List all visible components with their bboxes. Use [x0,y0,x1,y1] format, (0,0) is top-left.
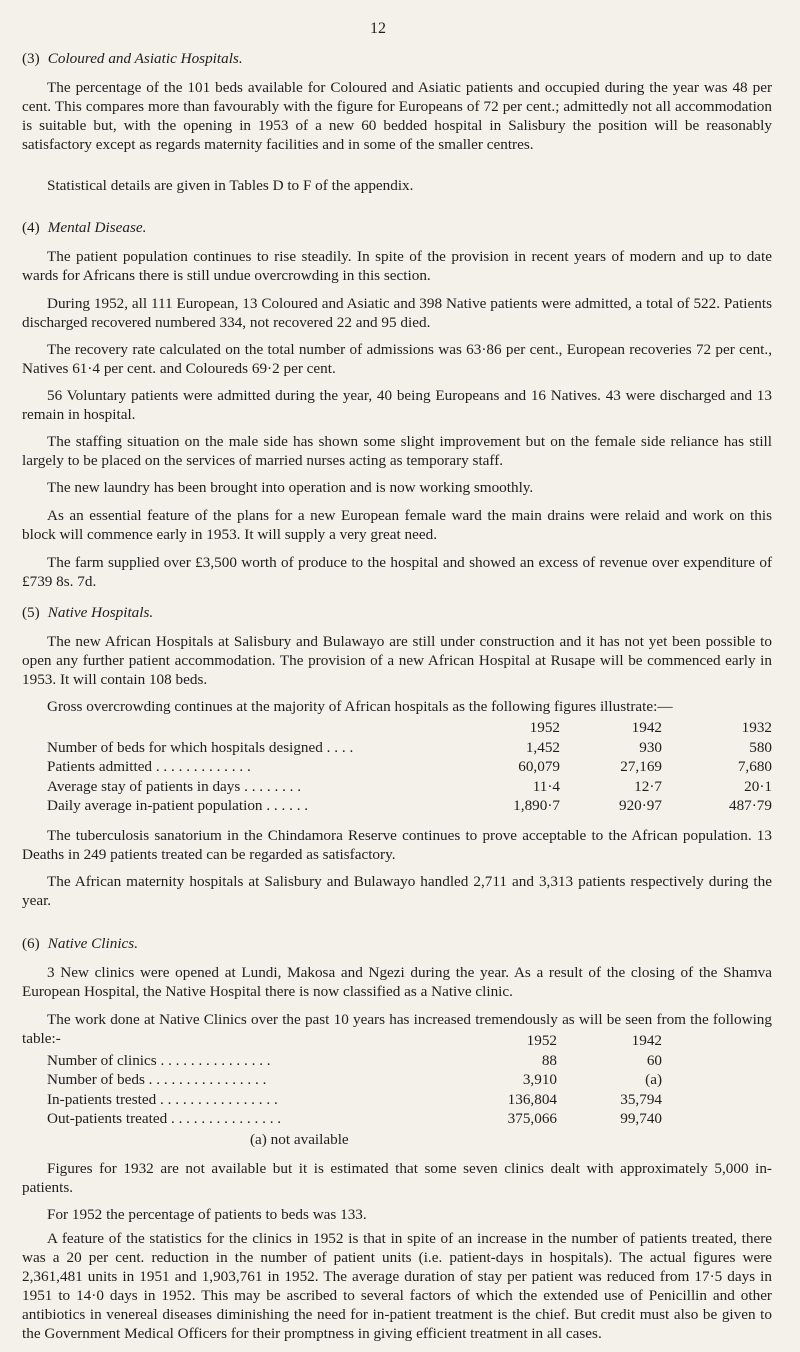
leader-dots: . . . . . . . . . . . . . [152,758,251,775]
cell: 580 [749,738,772,756]
leader-dots: . . . . . . . . . . . . . . . [167,1110,282,1127]
leader-dots: . . . . . . . . . . . . . . . [156,1051,271,1069]
cell: (a) [645,1071,662,1088]
section-title: Mental Disease. [47,219,147,236]
cell: 1,452 [525,738,560,756]
section-title: Coloured and Asiatic Hospitals. [47,50,243,67]
paragraph: Figures for 1932 are not available but it is estimated that some seven clinics dealt with approximately 5,000 in-patients. [22,1160,772,1196]
section-number: (3) [22,50,40,67]
year-header: 1952 [529,719,560,736]
row-label: Number of beds for which hospitals designed [47,738,323,756]
year-header: 1942 [631,719,662,736]
leader-dots: . . . . [322,738,354,756]
cell: 60 [646,1051,662,1069]
paragraph: The new laundry has been brought into operation and is now working smoothly. [47,479,534,496]
section-title: Native Hospitals. [47,604,154,621]
paragraph: The farm supplied over £3,500 worth of produce to the hospital and showed an excess of revenue over expenditure of £739 8s. 7d. [22,554,772,590]
paragraph: The patient population continues to rise steadily. In spite of the provision in recent years of modern and up to date wards for Africans there is still undue overcrowding in this section. [22,248,772,284]
leader-dots: . . . . . . [262,797,309,814]
table-row [47,1051,662,1071]
table-header-row [47,718,772,738]
paragraph: The African maternity hospitals at Salisbury and Bulawayo handled 2,711 and 3,313 patients respectively during the year. [22,873,772,909]
paragraph: A feature of the statistics for the clinics in 1952 is that in spite of an increase in the number of patients treated, there was a 20 per cent. reduction in the number of patient units (i.e. patient-days in hospitals). The actual figures were 2,361,481 units in 1951 and 1,903,761 in 1952. The average duration of stay per patient was reduced from 17·5 days in 1951 to 14·0 days in 1952. This may be ascribed to several factors of which the extended use of Penicillin and other antibiotics in venereal diseases diminishing the need for in-patient treatment is the chief. But credit must also be given to the Government Medical Officers for their promptness in giving efficient treatment in all cases. [22,1230,772,1342]
table-row [47,796,772,816]
row-label: Patients admitted [47,758,153,775]
cell: 99,740 [620,1110,662,1127]
cell: 136,804 [507,1090,557,1108]
table-header-row [47,1031,662,1051]
paragraph: Statistical details are given in Tables D to F of the appendix. [47,177,414,194]
leader-dots: . . . . . . . . . . . . . . . . [156,1090,278,1108]
cell: 88 [541,1051,557,1069]
paragraph: As an essential feature of the plans for a new European female ward the main drains were relaid and work on this block will commence early in 1953. It will supply a very great need. [22,507,772,543]
paragraph: 3 New clinics were opened at Lundi, Makosa and Ngezi during the year. As a result of the closing of the Shamva European Hospital, the Native Hospital there is now classified as a Native clinic. [22,964,772,1000]
leader-dots: . . . . . . . . [240,777,302,795]
row-label: Number of beds [47,1071,145,1088]
cell: 487·79 [728,797,772,814]
cell: 60,079 [518,758,560,775]
cell: 12·7 [634,777,662,795]
table-row [47,777,772,797]
row-label: Average stay of patients in days [47,777,241,795]
year-header: 1932 [741,719,772,736]
section-heading-coloured-asiatic [22,49,243,68]
cell: 920·97 [618,797,662,814]
paragraph: 56 Voluntary patients were admitted during the year, 40 being Europeans and 16 Natives. 43 were discharged and 13 remain in hospital. [22,387,772,423]
section-title: Native Clinics. [47,935,138,952]
paragraph: During 1952, all 111 European, 13 Coloured and Asiatic and 398 Native patients were admitted, a total of 522. Patients discharged recovered numbered 334, not recovered 22 and 95 died. [22,295,772,331]
cell: 27,169 [620,758,662,775]
african-hospitals-table [47,718,772,816]
cell: 930 [639,738,662,756]
paragraph: The recovery rate calculated on the total number of admissions was 63·86 per cent., European recoveries 72 per cent., Natives 61·4 per cent. and Coloureds 69·2 per cent. [22,341,772,377]
section-heading-native-clinics [22,934,138,953]
table-row [47,1070,662,1090]
cell: 35,794 [620,1090,662,1108]
row-label: Daily average in-patient population [47,797,263,814]
paragraph: For 1952 the percentage of patients to beds was 133. [47,1206,367,1223]
table-row [47,1109,662,1129]
table-row [47,1090,662,1110]
row-label: Out-patients treated [47,1110,168,1127]
section-number: (5) [22,604,40,621]
year-header: 1952 [526,1032,557,1049]
paragraph: Gross overcrowding continues at the majority of African hospitals as the following figures illustrate:— [47,698,673,715]
cell: 1,890·7 [513,797,560,814]
row-label: In-patients trested [47,1090,157,1108]
leader-dots: . . . . . . . . . . . . . . . . [144,1071,267,1088]
table-row [47,738,772,758]
cell: 7,680 [737,758,772,775]
table-footnote: (a) not available [250,1131,349,1148]
cell: 3,910 [522,1071,557,1088]
section-heading-mental-disease [22,218,146,237]
paragraph: The new African Hospitals at Salisbury and Bulawayo are still under construction and it has not yet been possible to open any further patient accommodation. The provision of a new African Hospital at Rusape will be commenced early in 1953. It will contain 108 beds. [22,633,772,688]
table-row [47,757,772,777]
paragraph: The staffing situation on the male side has shown some slight improvement but on the female side reliance has still largely to be placed on the services of married nurses acting as temporary staff. [22,433,772,469]
section-number: (6) [22,935,40,952]
paragraph: The tuberculosis sanatorium in the Chindamora Reserve continues to prove acceptable to the African population. 13 Deaths in 249 patients treated can be regarded as satisfactory. [22,827,772,863]
year-header: 1942 [631,1032,662,1049]
paragraph: The work done at Native Clinics over the past 10 years has increased tremendously as will be seen from the following table:- [22,1011,772,1047]
row-label: Number of clinics [47,1051,157,1069]
paragraph: The percentage of the 101 beds available for Coloured and Asiatic patients and occupied during the year was 48 per cent. This compares more than favourably with the figure for Europeans of 72 per cent.; admittedly not all accommodation is suitable but, with the opening in 1953 of a new 60 bedded hospital in Salisbury the position will be reasonably satisfactory except as regards maternity facilities and in some of the smaller centres. [22,79,772,153]
section-number: (4) [22,219,40,236]
cell: 20·1 [744,777,772,795]
section-heading-native-hospitals [22,603,153,622]
cell: 11·4 [532,777,560,795]
cell: 375,066 [507,1110,557,1127]
page-number: 12 [370,20,386,37]
native-clinics-table [47,1031,662,1129]
